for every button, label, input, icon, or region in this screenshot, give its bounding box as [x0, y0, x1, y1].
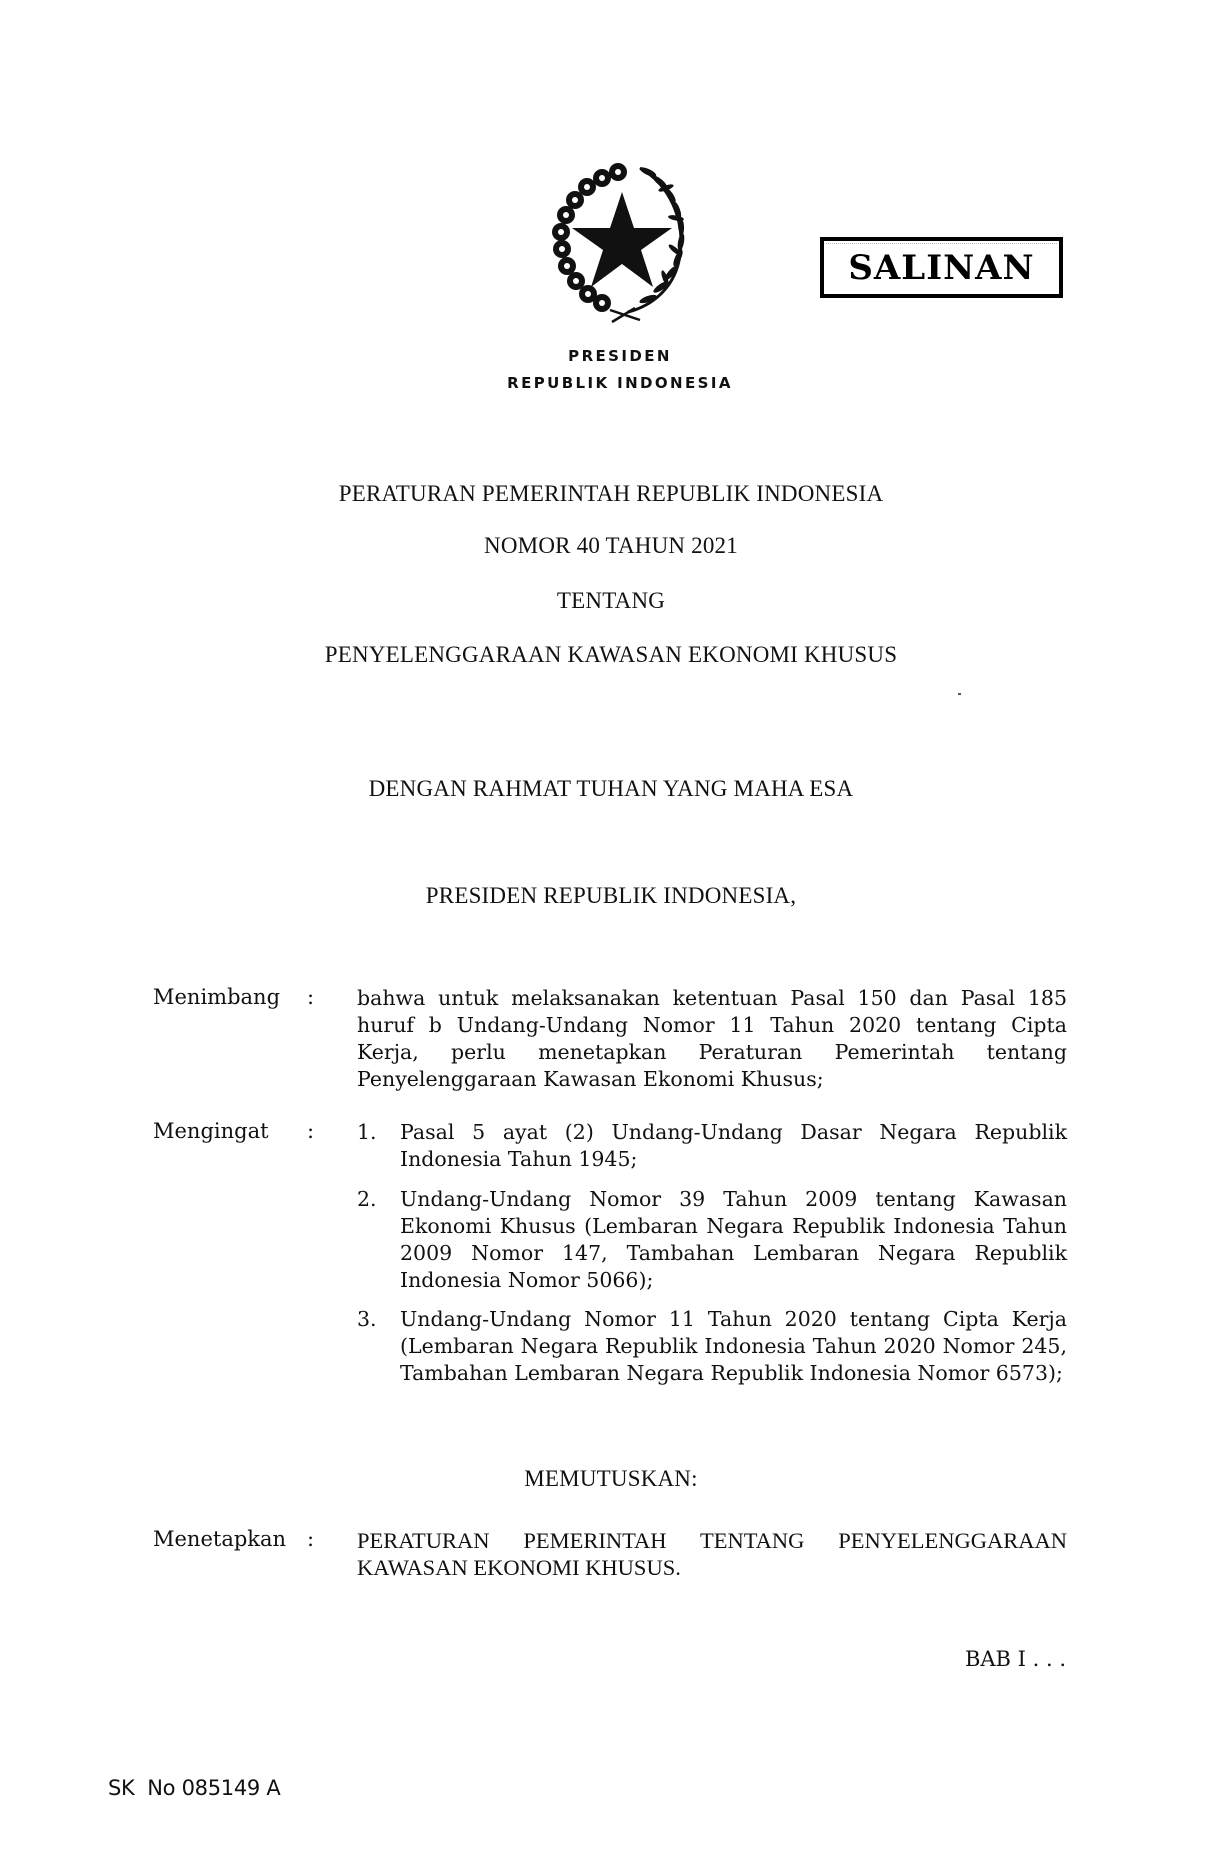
- mengingat-item-1-number: 1.: [357, 1120, 377, 1144]
- scan-speck: [958, 693, 961, 695]
- salinan-label: SALINAN: [848, 247, 1035, 288]
- mengingat-item-2-number: 2.: [357, 1187, 377, 1211]
- menetapkan-label: Menetapkan: [153, 1527, 287, 1551]
- document-about-label: TENTANG: [556, 588, 666, 613]
- mengingat-item-3: Undang-Undang Nomor 11 Tahun 2020 tentang Cipta Kerja (Lembaran Negara Republik Indonesia Tahun 2020 Nomor 245, Tambahan Lembaran Negara Republik Indonesia Nomor 6573);: [400, 1307, 1067, 1385]
- document-number: NOMOR 40 TAHUN 2021: [484, 533, 738, 558]
- document-subject: PENYELENGGARAAN KAWASAN EKONOMI KHUSUS: [324, 642, 898, 667]
- menimbang-colon: :: [307, 985, 315, 1009]
- salinan-stamp: [820, 237, 1063, 298]
- menimbang-text: bahwa untuk melaksanakan ketentuan Pasal 150 dan Pasal 185 huruf b Undang-Undang Nomor 11 Tahun 2020 tentang Cipta Kerja, perlu menetapkan Peraturan Pemerintah tentang Penyelenggaraan Kawasan Ekonomi Khusus;: [357, 986, 1067, 1091]
- mengingat-item-3-number: 3.: [357, 1307, 377, 1331]
- menetapkan-colon: :: [307, 1527, 315, 1551]
- mengingat-item-1: Pasal 5 ayat (2) Undang-Undang Dasar Negara Republik Indonesia Tahun 1945;: [400, 1120, 1067, 1171]
- mengingat-colon: :: [307, 1119, 315, 1143]
- emblem-caption-presiden: PRESIDEN: [568, 347, 672, 365]
- menetapkan-text: PERATURAN PEMERINTAH TENTANG PENYELENGGARAAN KAWASAN EKONOMI KHUSUS.: [357, 1528, 1067, 1580]
- presidential-emblem-icon: [540, 160, 700, 325]
- invocation: DENGAN RAHMAT TUHAN YANG MAHA ESA: [368, 776, 854, 801]
- document-title: PERATURAN PEMERINTAH REPUBLIK INDONESIA: [338, 481, 884, 506]
- sk-number: SK No 085149 A: [108, 1776, 281, 1800]
- mengingat-label: Mengingat: [153, 1119, 269, 1143]
- emblem-caption-republik: REPUBLIK INDONESIA: [507, 374, 733, 392]
- mengingat-item-2: Undang-Undang Nomor 39 Tahun 2009 tentang Kawasan Ekonomi Khusus (Lembaran Negara Republik Indonesia Tahun 2009 Nomor 147, Tambahan Lembaran Negara Republik Indonesia Nomor 5066);: [400, 1187, 1067, 1292]
- menimbang-label: Menimbang: [153, 985, 281, 1009]
- authority: PRESIDEN REPUBLIK INDONESIA,: [425, 883, 797, 908]
- memutuskan-heading: MEMUTUSKAN:: [524, 1466, 698, 1491]
- continuation-marker: BAB I . . .: [964, 1647, 1066, 1671]
